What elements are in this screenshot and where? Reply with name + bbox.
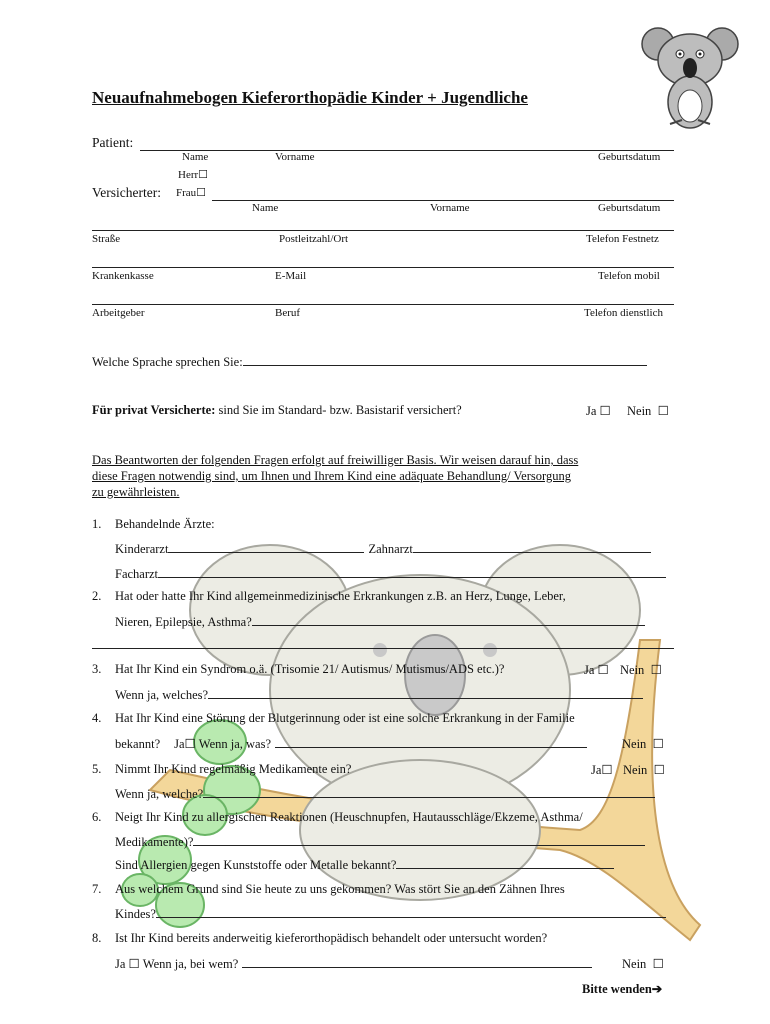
q8-line2-row: Ja ☐ Wenn ja, bei wem?: [115, 956, 592, 972]
herr-checkbox[interactable]: ☐: [198, 169, 209, 181]
telefon-dienstlich-caption: Telefon dienstlich: [584, 307, 663, 319]
koala-logo: [640, 20, 740, 130]
krankenkasse-caption: Krankenkasse: [92, 270, 154, 282]
versicherter-name-caption: Name: [252, 202, 279, 214]
q3-ja[interactable]: Ja ☐: [584, 663, 609, 677]
arbeitgeber-caption: Arbeitgeber: [92, 307, 145, 319]
kinderarzt-field[interactable]: [168, 541, 364, 553]
q6-line1: Neigt Ihr Kind zu allergischen Reaktionen (Heuschnupfen, Hautausschläge/Ekzeme, Asthma/: [115, 810, 583, 824]
patient-line: [140, 150, 674, 151]
privat-ja[interactable]: Ja ☐: [586, 404, 611, 418]
versicherter-vorname-caption: Vorname: [430, 202, 470, 214]
q7-field[interactable]: [156, 906, 666, 918]
q3-text: Hat Ihr Kind ein Syndrom o.ä. (Trisomie 21/ Autismus/ Mutismus/ADS etc.)?: [115, 662, 505, 676]
q8-num: 8.: [92, 931, 102, 945]
kinderarzt-row: Kinderarzt Zahnarzt: [115, 541, 651, 557]
q5-ja[interactable]: Ja☐: [591, 763, 613, 777]
plz-ort-caption: Postleitzahl/Ort: [279, 233, 349, 245]
contact-line: [92, 267, 674, 268]
sprache-row: [92, 354, 647, 370]
q1-text: Behandelnde Ärzte:: [115, 517, 215, 531]
notice-line-3: zu gewährleisten.: [92, 485, 180, 499]
patient-name-caption: Name: [182, 151, 209, 163]
page-title: Neuaufnahmebogen Kieferorthopädie Kinder + Jugendliche: [92, 88, 528, 107]
q8-field[interactable]: [242, 956, 592, 968]
q3-nein[interactable]: Nein ☐: [620, 663, 662, 677]
telefon-festnetz-caption: Telefon Festnetz: [586, 233, 659, 245]
versicherter-line: [212, 200, 674, 201]
privat-text: sind Sie im Standard- bzw. Basistarif versichert?: [218, 403, 462, 417]
address-line: [92, 230, 674, 231]
q2-extra-line[interactable]: [92, 648, 674, 649]
privat-nein[interactable]: Nein ☐: [627, 404, 669, 418]
frau-option[interactable]: Frau☐: [176, 187, 207, 199]
q5-text: Nimmt Ihr Kind regelmäßig Medikamente ein?: [115, 762, 352, 776]
email-caption: E-Mail: [275, 270, 307, 282]
patient-geburtsdatum-caption: Geburtsdatum: [598, 151, 661, 163]
privat-row: [92, 403, 462, 418]
versicherter-label: Versicherter:: [92, 185, 161, 200]
q8-line1: Ist Ihr Kind bereits anderweitig kieferorthopädisch behandelt oder untersucht worden?: [115, 931, 548, 945]
q8-nein[interactable]: Nein ☐: [622, 957, 664, 971]
patient-label: Patient:: [92, 135, 134, 150]
q6-num: 6.: [92, 810, 102, 824]
telefon-mobil-caption: Telefon mobil: [598, 270, 660, 282]
q2-line2-row: Nieren, Epilepsie, Asthma?: [115, 614, 645, 630]
sprache-label: Welche Sprache sprechen Sie:: [92, 355, 243, 369]
q5-field[interactable]: [203, 786, 655, 798]
sprache-field[interactable]: [243, 354, 647, 366]
q6-allergy-field[interactable]: [396, 857, 614, 869]
q5-nein[interactable]: Nein ☐: [623, 763, 665, 777]
q7-num: 7.: [92, 882, 102, 896]
q7-line2-row: Kindes?: [115, 906, 666, 922]
bitte-wenden: Bitte wenden➔: [582, 982, 663, 996]
notice-line-1: Das Beantworten der folgenden Fragen erfolgt auf freiwilliger Basis. Wir weisen darauf hin, dass: [92, 453, 579, 467]
q3-num: 3.: [92, 662, 102, 676]
privat-bold: Für privat Versicherte:: [92, 403, 216, 417]
q4-field[interactable]: [275, 736, 587, 748]
q5-followup-row: Wenn ja, welche?: [115, 786, 655, 802]
q6-line2-row: Medikamente)?: [115, 834, 645, 850]
q2-num: 2.: [92, 589, 102, 603]
facharzt-row: Facharzt: [115, 566, 666, 582]
q8-ja[interactable]: Ja ☐: [115, 957, 140, 971]
q2-field[interactable]: [252, 614, 645, 626]
q7-line1: Aus welchem Grund sind Sie heute zu uns gekommen? Was stört Sie an den Zähnen Ihres: [115, 882, 565, 896]
work-line: [92, 304, 674, 305]
arrow-right-icon: ➔: [651, 982, 663, 996]
q4-line1: Hat Ihr Kind eine Störung der Blutgerinnung oder ist eine solche Erkrankung in der Familie: [115, 711, 575, 725]
beruf-caption: Beruf: [275, 307, 301, 319]
q3-field[interactable]: [208, 687, 643, 699]
strasse-caption: Straße: [92, 233, 121, 245]
q6-field[interactable]: [193, 834, 645, 846]
frau-checkbox[interactable]: ☐: [196, 187, 207, 199]
q4-line2-row: bekannt? Ja☐ Wenn ja, was?: [115, 736, 587, 752]
facharzt-field[interactable]: [158, 566, 666, 578]
q6-line3-row: Sind Allergien gegen Kunststoffe oder Metalle bekannt?: [115, 857, 614, 873]
q4-nein[interactable]: Nein ☐: [622, 737, 664, 751]
herr-option[interactable]: Herr☐: [178, 169, 209, 181]
q3-followup-row: Wenn ja, welches?: [115, 687, 643, 703]
zahnarzt-field[interactable]: [413, 541, 651, 553]
q5-num: 5.: [92, 762, 102, 776]
q1-num: 1.: [92, 517, 102, 531]
q4-num: 4.: [92, 711, 102, 725]
q4-ja[interactable]: Ja☐: [174, 737, 196, 751]
versicherter-geburtsdatum-caption: Geburtsdatum: [598, 202, 661, 214]
patient-vorname-caption: Vorname: [275, 151, 315, 163]
notice-line-2: diese Fragen notwendig sind, um Ihnen und Ihrem Kind eine adäquate Behandlung/ Versorgung: [92, 469, 571, 483]
q2-line1: Hat oder hatte Ihr Kind allgemeinmedizinische Erkrankungen z.B. an Herz, Lunge, Leber,: [115, 589, 566, 603]
